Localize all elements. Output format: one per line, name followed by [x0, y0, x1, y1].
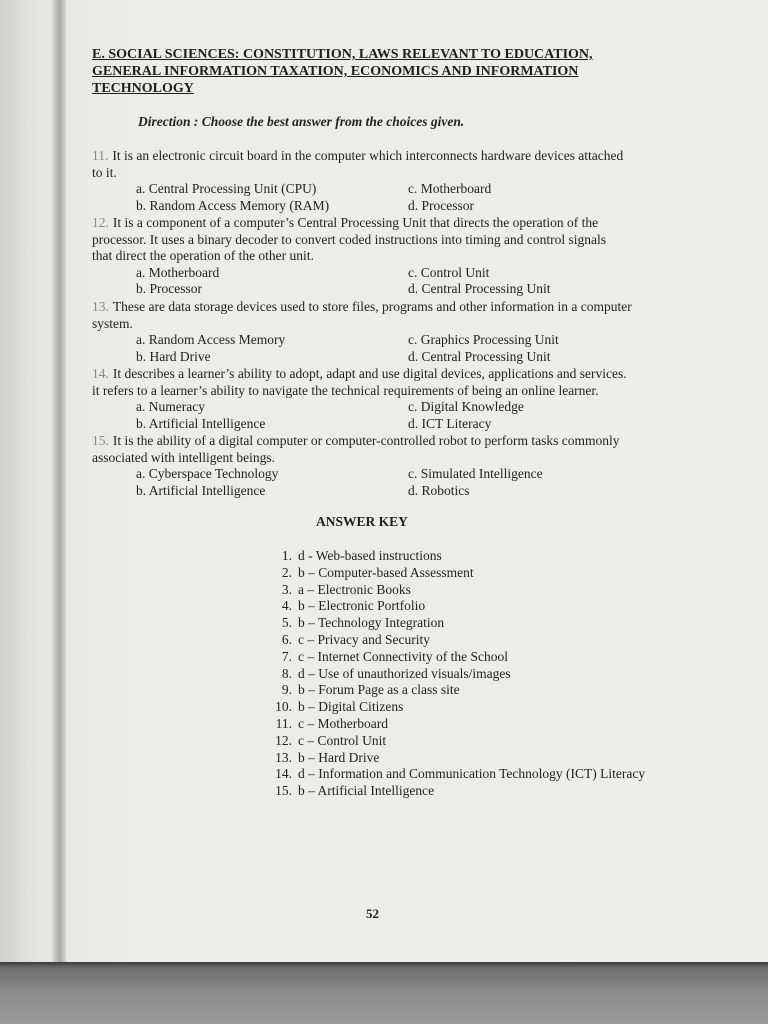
choice-d: d. Central Processing Unit [408, 348, 551, 364]
answer-key-item [266, 733, 645, 750]
answer-key-text: d – Information and Communication Technology (ICT) Literacy [298, 766, 646, 782]
answer-key-item [266, 750, 645, 767]
answer-key-number: 12. [275, 732, 292, 748]
answer-key-number: 6. [281, 631, 292, 647]
choice-a: a. Numeracy [136, 399, 205, 414]
question-12 [92, 215, 692, 298]
answer-key-number: 15. [275, 783, 292, 799]
answer-key-text: d - Web-based instructions [298, 548, 442, 563]
choice-c: c. Control Unit [408, 264, 490, 280]
answer-key-text: c – Privacy and Security [298, 631, 430, 647]
answer-key-item [266, 565, 645, 582]
answer-key-number: 3. [281, 581, 292, 597]
page-number: 52 [366, 906, 379, 921]
answer-key-list [266, 548, 645, 800]
answer-key-text: c – Internet Connectivity of the School [298, 648, 508, 664]
choice-a: a. Central Processing Unit (CPU) [136, 181, 317, 196]
answer-key-text: b – Computer-based Assessment [298, 564, 474, 580]
answer-key-item [266, 766, 645, 783]
choice-a: a. Cyberspace Technology [136, 466, 279, 481]
answer-key-text: b – Technology Integration [298, 615, 445, 631]
answer-key-text: d – Use of unauthorized visuals/images [298, 665, 511, 681]
choice-b: b. Artificial Intelligence [136, 482, 266, 498]
answer-choices [136, 466, 692, 499]
question-15 [92, 433, 692, 499]
question-stem [92, 299, 692, 332]
answer-key-text: b – Forum Page as a class site [298, 682, 460, 698]
answer-key-number: 1. [281, 548, 292, 563]
question-stem [92, 433, 692, 466]
heading-line: E. SOCIAL SCIENCES: CONSTITUTION, LAWS RELEVANT TO EDUCATION, [92, 47, 593, 62]
answer-key-item [266, 716, 645, 733]
question-stem [92, 366, 692, 399]
answer-key-item [266, 632, 645, 649]
answer-key-item [266, 649, 645, 666]
answer-key-item [266, 699, 645, 716]
question-text: It is a component of a computer’s Central Processing Unit that directs the operation of the processor. It uses a binary decoder to convert coded instructions into timing and control signals that direct the operation of the other unit. [92, 215, 607, 263]
question-number: 11. [92, 148, 109, 163]
answer-choices [136, 399, 692, 432]
book-spine-shadow [52, 0, 66, 966]
question-text: It describes a learner’s ability to adopt, adapt and use digital devices, applications and services. it refers to a learner’s ability to navigate the technical requirements of being an online learner. [92, 366, 627, 398]
answer-key-number: 5. [281, 615, 292, 631]
choice-b: b. Random Access Memory (RAM) [136, 197, 330, 213]
question-stem [92, 215, 692, 265]
section-heading [92, 46, 652, 97]
choice-a: a. Motherboard [136, 264, 220, 280]
choice-d: d. Processor [408, 197, 474, 213]
answer-key-text: b – Electronic Portfolio [298, 598, 426, 614]
answer-key-text: c – Motherboard [298, 715, 388, 731]
question-text: These are data storage devices used to store files, programs and other information in a computer system. [92, 299, 632, 331]
question-14 [92, 366, 692, 432]
answer-choices [136, 181, 692, 214]
question-number: 14. [92, 366, 109, 381]
answer-choices [136, 332, 692, 365]
answer-key-item [266, 682, 645, 699]
answer-key-item [266, 615, 645, 632]
answer-key-number: 8. [281, 665, 292, 681]
answer-key-text: c – Control Unit [298, 732, 387, 748]
answer-key-item [266, 783, 645, 800]
choice-b: b. Hard Drive [136, 348, 211, 364]
choice-c: c. Simulated Intelligence [408, 466, 543, 481]
answer-key-number: 7. [281, 648, 292, 664]
choice-d: d. Central Processing Unit [408, 281, 551, 296]
choice-b: b. Processor [136, 281, 202, 296]
question-text: It is an electronic circuit board in the computer which interconnects hardware devices attached to it. [92, 148, 624, 180]
direction-text: Direction : Choose the best answer from the choices given. [138, 114, 465, 129]
question-13 [92, 299, 692, 365]
answer-choices [136, 265, 692, 298]
question-stem [92, 148, 692, 181]
choice-c: c. Motherboard [408, 181, 492, 196]
question-text: It is the ability of a digital computer or computer-controlled robot to perform tasks commonly associated with intelligent beings. [92, 433, 620, 465]
choice-b: b. Artificial Intelligence [136, 415, 266, 431]
answer-key-text: b – Hard Drive [298, 749, 380, 765]
question-number: 15. [92, 433, 109, 448]
heading-line: GENERAL INFORMATION TAXATION, ECONOMICS AND INFORMATION [92, 64, 579, 79]
answer-key-item [266, 666, 645, 683]
choice-d: d. Robotics [408, 482, 470, 498]
answer-key-text: b – Digital Citizens [298, 699, 404, 715]
choice-c: c. Graphics Processing Unit [408, 332, 559, 347]
question-number: 13. [92, 299, 109, 314]
question-11 [92, 148, 692, 214]
answer-key-number: 10. [275, 699, 292, 715]
answer-key-number: 13. [275, 749, 292, 765]
answer-key-number: 2. [281, 564, 292, 580]
answer-key-number: 11. [275, 715, 292, 731]
answer-key-item [266, 598, 645, 615]
choice-c: c. Digital Knowledge [408, 399, 524, 414]
scanner-background [0, 962, 768, 1024]
choice-a: a. Random Access Memory [136, 332, 286, 347]
choice-d: d. ICT Literacy [408, 415, 492, 431]
answer-key-item [266, 582, 645, 599]
answer-key-title: ANSWER KEY [316, 514, 408, 529]
answer-key-text: a – Electronic Books [298, 581, 411, 597]
answer-key-number: 9. [281, 682, 292, 698]
answer-key-item [266, 548, 645, 565]
heading-line: TECHNOLOGY [92, 81, 194, 96]
answer-key-number: 14. [275, 766, 292, 782]
answer-key-number: 4. [281, 598, 292, 614]
question-number: 12. [92, 215, 109, 230]
answer-key-text: b – Artificial Intelligence [298, 783, 435, 799]
